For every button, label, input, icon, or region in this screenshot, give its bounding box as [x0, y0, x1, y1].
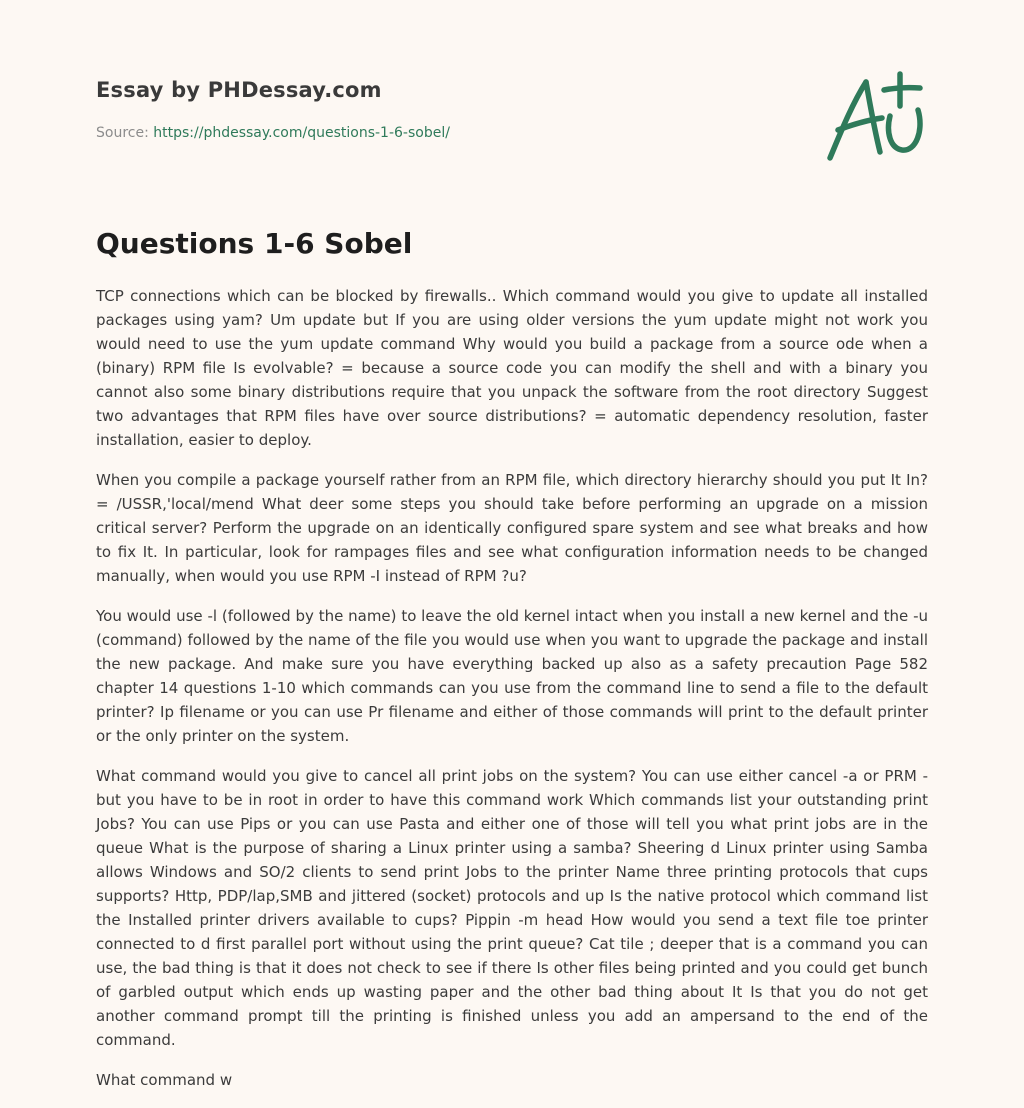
source-line — [96, 124, 796, 142]
site-brand: Essay by PHDessay.com — [96, 78, 382, 102]
article-paragraph: What command w — [96, 1071, 233, 1089]
document-header — [96, 76, 796, 142]
source-link[interactable]: https://phdessay.com/questions-1-6-sobel/ — [153, 125, 450, 141]
article-paragraph: You would use -l (followed by the name) to leave the old kernel intact when you install a new kernel and the -u (command) followed by the name of the file you would use when you want to upgrade the package and install the new package. And make sure you have everything backed up also as a safety precaution Page 582 chapter 14 questions 1-10 which commands can you use from the command line to send a file to the default printer? Ip filename or you can use Pr filename and either of those commands will print to the default printer or the only printer on the system. — [96, 607, 928, 745]
a-plus-grade-icon — [820, 66, 930, 166]
article-paragraph: TCP connections which can be blocked by firewalls.. Which command would you give to update all installed packages using yam? Um update but If you are using older versions the yum update might not work you would need to use the yum update command Why would you build a package from a source ode when a (binary) RPM file Is evolvable? = because a source code you can modify the shell and with a binary you cannot also some binary distributions require that you unpack the software from the root directory Suggest two advantages that RPM files have over source distributions? = automatic dependency resolution, faster installation, easier to deploy. — [96, 287, 928, 449]
article-title: Questions 1-6 Sobel — [96, 227, 413, 260]
source-label: Source: — [96, 125, 154, 141]
article-body — [96, 284, 928, 1108]
article-paragraph: What command would you give to cancel all print jobs on the system? You can use either cancel -a or PRM - but you have to be in root in order to have this command work Which commands list your outstanding print Jobs? You can use Pips or you can use Pasta and either one of those will tell you what print jobs are in the queue What is the purpose of sharing a Linux printer using a samba? Sheering d Linux printer using Samba allows Windows and SO/2 clients to send print Jobs to the printer Name three printing protocols that cups supports? Http, PDP/lap,SMB and jittered (socket) protocols and up Is the native protocol which command list the Installed printer drivers available to cups? Pippin -m head How would you send a text file toe printer connected to d first parallel port without using the print queue? Cat tile ; deeper that is a command you can use, the bad thing is that it does not check to see if there Is other files being printed and you could get bunch of garbled output which ends up wasting paper and the other bad thing about It Is that you do not get another command prompt till the printing is finished unless you add an ampersand to the end of the command. — [96, 767, 928, 1049]
article-paragraph: When you compile a package yourself rather from an RPM file, which directory hierarchy should you put It In? = /USSR,'local/mend What deer some steps you should take before performing an upgrade on a mission critical server? Perform the upgrade on an identically configured spare system and see what breaks and how to fix It. In particular, look for rampages files and see what configuration information needs to be changed manually, when would you use RPM -I instead of RPM ?u? — [96, 471, 928, 585]
